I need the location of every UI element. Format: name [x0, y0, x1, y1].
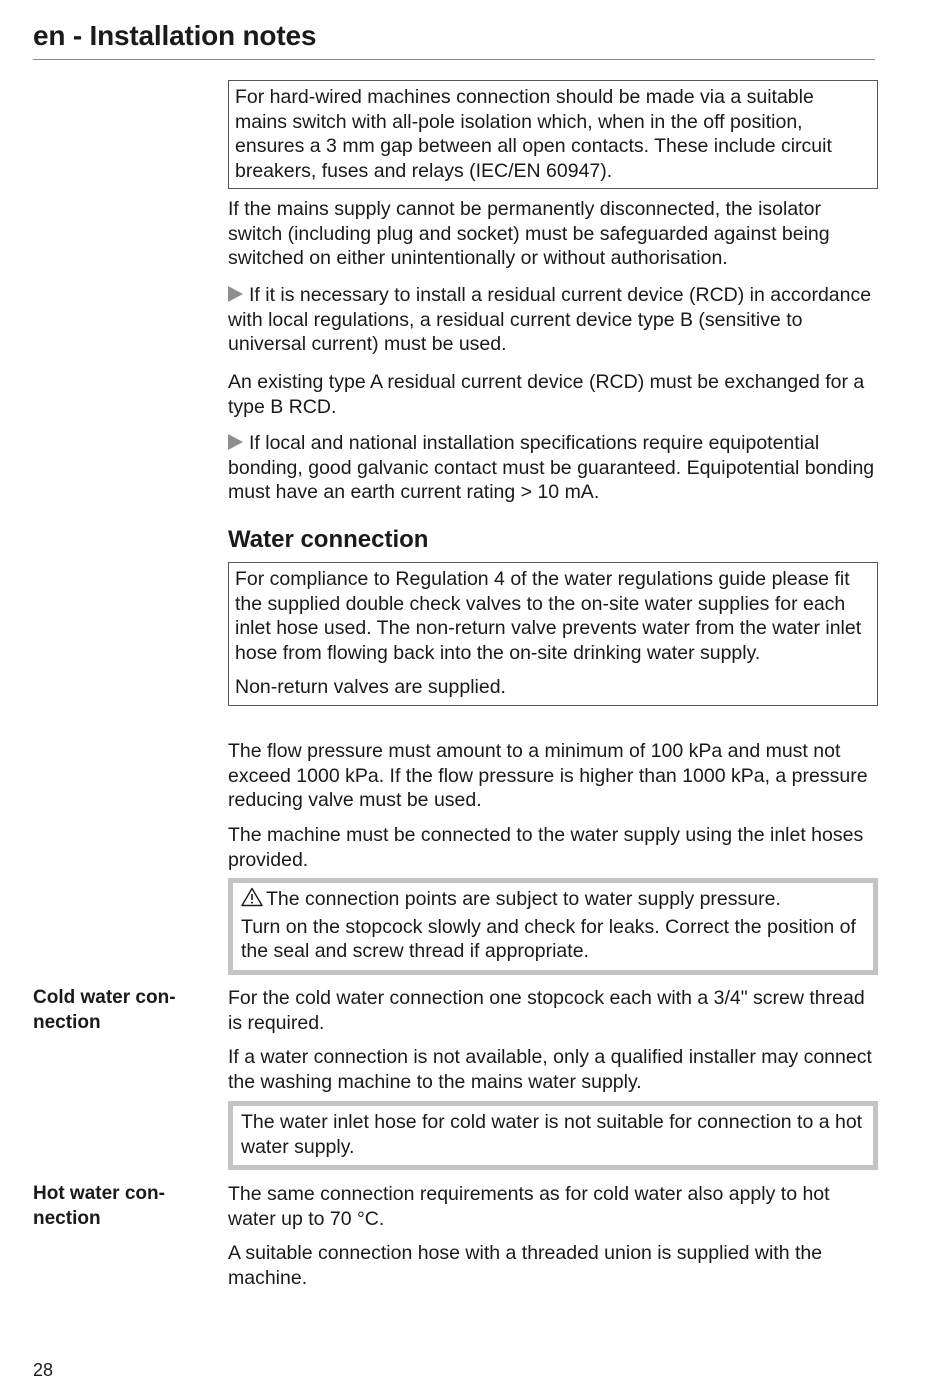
rcd-type-a-paragraph: An existing type A residual current device (RCD) must be exchanged for a type B RCD.: [228, 371, 865, 418]
hot-water-hose-paragraph: A suitable connection hose with a threaded union is supplied with the machine.: [228, 1242, 823, 1289]
hot-water-side-heading: Hot water connection: [33, 1183, 165, 1229]
valves-supplied-text: Non-return valves are supplied.: [235, 676, 506, 698]
cold-water-side-heading: Cold water connection: [33, 987, 176, 1033]
warning-triangle-icon: [241, 887, 263, 907]
hardwired-note-box: [228, 80, 878, 189]
page-title: en - Installation notes: [33, 20, 317, 51]
bonding-instruction: [228, 431, 878, 505]
regulation-note-text: For compliance to Regulation 4 of the water regulations guide please fit the supplied double check valves to the on-site water supplies for each inlet hose used. The non-return valve prevents water from the water inlet hose from flowing back into the on-site drinking water supply.: [235, 568, 862, 664]
inlet-hoses-paragraph: The machine must be connected to the water supply using the inlet hoses provided.: [228, 824, 864, 871]
cold-water-stopcock-paragraph: For the cold water connection one stopcock each with a 3/4" screw thread is required.: [228, 987, 865, 1034]
warning-line-1-text: The connection points are subject to water supply pressure.: [266, 888, 781, 910]
cold-water-note-text: The water inlet hose for cold water is not suitable for connection to a hot water supply.: [241, 1111, 863, 1158]
pressure-paragraph: The flow pressure must amount to a minimum of 100 kPa and must not exceed 1000 kPa. If the flow pressure is higher than 1000 kPa, a pressure reducing valve must be used.: [228, 740, 868, 811]
instruction-arrow-icon: [228, 286, 243, 302]
warning-line-1: [241, 887, 865, 912]
title-divider: [33, 59, 875, 60]
bonding-instruction-text: If local and national installation specifications require equipotential bonding, good galvanic contact must be guaranteed. Equipotential bonding must have an earth current rating > 10 mA.: [228, 432, 875, 503]
rcd-instruction-text: If it is necessary to install a residual current device (RCD) in accordance with local regulations, a residual current device type B (sensitive to universal current) must be used.: [228, 284, 872, 355]
cold-water-note-box: [228, 1101, 878, 1170]
hardwired-note-text: For hard-wired machines connection should be made via a suitable mains switch with all-pole isolation which, when in the off position, ensures a 3 mm gap between all open contacts. These include circuit breakers, fuses and relays (IEC/EN 60947).: [235, 86, 832, 182]
rcd-instruction: [228, 283, 878, 357]
page-number: 28: [33, 1360, 54, 1380]
isolator-paragraph: If the mains supply cannot be permanently disconnected, the isolator switch (including plug and socket) must be safeguarded against being switched on either unintentionally or without authorisation.: [228, 198, 830, 269]
pressure-warning-box: [228, 878, 878, 975]
water-connection-heading: Water connection: [228, 526, 429, 553]
regulation-note-box: [228, 562, 878, 706]
warning-line-2: Turn on the stopcock slowly and check for leaks. Correct the position of the seal and screw thread if appropriate.: [241, 915, 856, 962]
cold-water-installer-paragraph: If a water connection is not available, only a qualified installer may connect the washing machine to the mains water supply.: [228, 1046, 872, 1093]
instruction-arrow-icon: [228, 434, 243, 450]
hot-water-requirements-paragraph: The same connection requirements as for cold water also apply to hot water up to 70 °C.: [228, 1183, 830, 1230]
